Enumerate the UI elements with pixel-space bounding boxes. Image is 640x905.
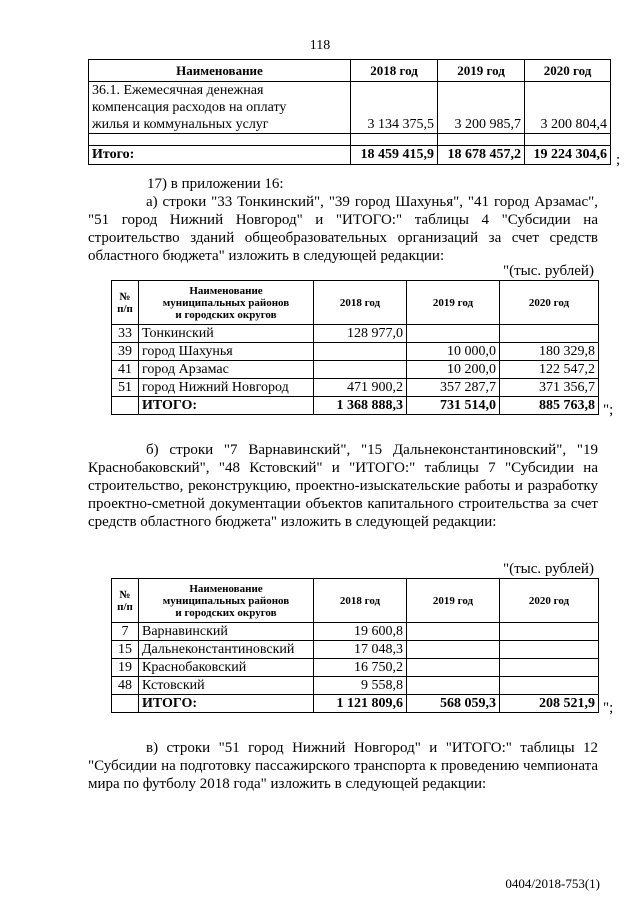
total-row <box>112 397 599 415</box>
total-2020: 885 763,8 <box>500 397 599 415</box>
header-2020: 2020 год <box>500 281 599 325</box>
table-row <box>89 82 611 134</box>
table-row <box>112 361 599 379</box>
cell-2019 <box>407 623 500 641</box>
total-2018: 1 368 888,3 <box>314 397 407 415</box>
table-row <box>112 659 599 677</box>
cell-2019: 10 000,0 <box>407 343 500 361</box>
table-3 <box>111 578 599 713</box>
cell-2019: 3 200 985,7 <box>438 82 525 134</box>
table-row <box>112 379 599 397</box>
cell-2020 <box>500 641 599 659</box>
cell-num: 41 <box>112 361 139 379</box>
cell-name: Кстовский <box>139 677 314 695</box>
table-2-tail: "; <box>603 402 614 418</box>
total-2019: 568 059,3 <box>407 695 500 713</box>
table-row <box>112 677 599 695</box>
cell-2020 <box>500 677 599 695</box>
cell-name: Тонкинский <box>139 325 314 343</box>
table-3-tail: "; <box>603 700 614 716</box>
cell-num: 48 <box>112 677 139 695</box>
cell-2019 <box>407 325 500 343</box>
cell-2020 <box>500 325 599 343</box>
cell-2020: 122 547,2 <box>500 361 599 379</box>
cell-2020 <box>500 623 599 641</box>
cell-2018: 9 558,8 <box>314 677 407 695</box>
table-2 <box>111 280 599 415</box>
cell-2018 <box>314 361 407 379</box>
header-num: № п/п <box>112 281 139 325</box>
cell-name: город Нижний Новгород <box>139 379 314 397</box>
paragraph-c: в) строки "51 город Нижний Новгород" и "ИТОГО:" таблицы 12 "Субсидии на подготовку пассажирского транспорта к проведению чемпионата мира по футболу 2018 года" изложить в следующей редакции: <box>88 740 598 792</box>
table-1-tail: ; <box>616 152 621 168</box>
total-row <box>112 695 599 713</box>
table-row <box>112 343 599 361</box>
header-name: Наименование <box>89 60 351 82</box>
cell-2020 <box>500 659 599 677</box>
paragraph-b: б) строки "7 Варнавинский", "15 Дальнеконстантиновский", "19 Краснобаковский", "48 Кстовский" и "ИТОГО:" таблицы 7 "Субсидии на строительство, реконструкцию, проектно-изыскательские работы и разработку проектно-сметной документации объектов капитального строительства за счет средств областного бюджета" изложить в следующей редакции: <box>88 442 598 530</box>
cell-name: город Арзамас <box>139 361 314 379</box>
header-2019: 2019 год <box>438 60 525 82</box>
paragraph-a: а) строки "33 Тонкинский", "39 город Шахунья", "41 город Арзамас", "51 город Нижний Новгород" и "ИТОГО:" таблицы 4 "Субсидии на строительство зданий общеобразовательных организаций за счет средств областного бюджета" изложить в следующей редакции: <box>88 194 598 264</box>
cell-2018: 16 750,2 <box>314 659 407 677</box>
total-2020: 208 521,9 <box>500 695 599 713</box>
page-number: 118 <box>309 38 331 53</box>
total-2019: 18 678 457,2 <box>438 146 525 165</box>
cell-name: Варнавинский <box>139 623 314 641</box>
total-label: ИТОГО: <box>139 695 314 713</box>
cell-2020: 3 200 804,4 <box>525 82 611 134</box>
section-heading: 17) в приложении 16: <box>147 176 284 192</box>
total-2018: 1 121 809,6 <box>314 695 407 713</box>
cell-name: Краснобаковский <box>139 659 314 677</box>
table-row <box>112 623 599 641</box>
header-2019: 2019 год <box>407 579 500 623</box>
cell-2019 <box>407 659 500 677</box>
row-name-line: 36.1. Ежемесячная денежная <box>92 83 264 98</box>
cell-name: Дальнеконстантиновский <box>139 641 314 659</box>
row-name-line: жилья и коммунальных услуг <box>92 117 269 132</box>
total-2018: 18 459 415,9 <box>351 146 438 165</box>
total-row <box>89 146 611 165</box>
unit-label-b: "(тыс. рублей) <box>503 561 594 577</box>
total-2020: 19 224 304,6 <box>525 146 611 165</box>
cell-num: 33 <box>112 325 139 343</box>
cell-2019 <box>407 641 500 659</box>
total-2019: 731 514,0 <box>407 397 500 415</box>
unit-label-a: "(тыс. рублей) <box>503 263 594 279</box>
header-2018: 2018 год <box>314 579 407 623</box>
cell-2020: 180 329,8 <box>500 343 599 361</box>
cell-2018: 17 048,3 <box>314 641 407 659</box>
cell-num: 15 <box>112 641 139 659</box>
cell-2018: 3 134 375,5 <box>351 82 438 134</box>
document-code: 0404/2018-753(1) <box>505 876 600 891</box>
table-1 <box>88 59 611 165</box>
row-name-line: компенсация расходов на оплату <box>92 100 287 115</box>
cell-2018: 471 900,2 <box>314 379 407 397</box>
cell-num: 39 <box>112 343 139 361</box>
row-name <box>89 82 351 134</box>
cell-2020: 371 356,7 <box>500 379 599 397</box>
cell-2019: 10 200,0 <box>407 361 500 379</box>
cell-num: 51 <box>112 379 139 397</box>
total-label: ИТОГО: <box>139 397 314 415</box>
cell-num: 19 <box>112 659 139 677</box>
header-2018: 2018 год <box>314 281 407 325</box>
header-2018: 2018 год <box>351 60 438 82</box>
cell-2018: 128 977,0 <box>314 325 407 343</box>
header-num: № п/п <box>112 579 139 623</box>
total-label: Итого: <box>89 146 351 165</box>
cell-2019: 357 287,7 <box>407 379 500 397</box>
table-row <box>112 641 599 659</box>
cell-2018 <box>314 343 407 361</box>
header-2020: 2020 год <box>525 60 611 82</box>
cell-2018: 19 600,8 <box>314 623 407 641</box>
header-name: Наименование муниципальных районов и городских округов <box>139 579 314 623</box>
cell-num: 7 <box>112 623 139 641</box>
header-name: Наименование муниципальных районов и городских округов <box>139 281 314 325</box>
cell-2019 <box>407 677 500 695</box>
header-2020: 2020 год <box>500 579 599 623</box>
header-2019: 2019 год <box>407 281 500 325</box>
cell-name: город Шахунья <box>139 343 314 361</box>
table-row <box>112 325 599 343</box>
